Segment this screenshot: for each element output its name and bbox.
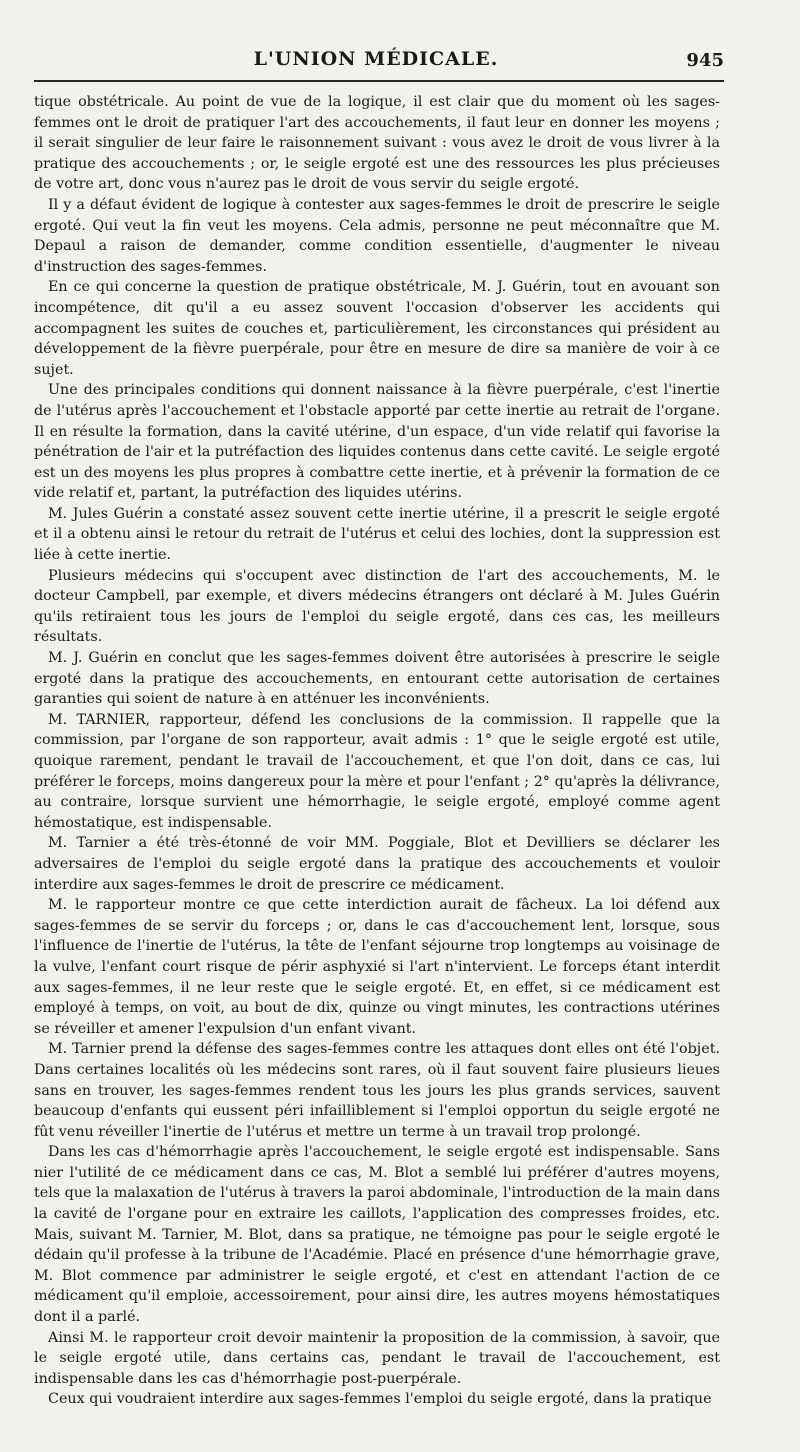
paragraph: M. Tarnier prend la défense des sages-femmes contre les attaques dont elles ont été l'objet. Dans certaines localités où les médecins sont rares, où il faut souvent faire plusieurs lieues sans en trouver, les sages-femmes rendent tous les jours les plus grands services, sauvent beaucoup d'enfants qui eussent péri infailliblement si l'emploi opportun du seigle ergoté ne fût venu réveiller l'inertie de l'utérus et mettre un terme à un travail trop prolongé. [34,1041,720,1140]
body-text [34,92,720,1410]
header-rule [34,80,724,82]
paragraph: M. TARNIER, rapporteur, défend les conclusions de la commission. Il rappelle que la commission, par l'organe de son rapporteur, avait admis : 1° que le seigle ergoté est utile, quoique rarement, pendant le travail de l'accouchement, et que l'on doit, dans ce cas, lui préférer le forceps, moins dangereux pour la mère et pour l'enfant ; 2° qu'après la délivrance, au contraire, lorsque survient une hémorrhagie, le seigle ergoté, employé comme agent hémostatique, est indispensable. [34,711,720,831]
paragraph: Une des principales conditions qui donnent naissance à la fièvre puerpérale, c'est l'inertie de l'utérus après l'accouchement et l'obstacle apporté par cette inertie au retrait de l'organe. Il en résulte la formation, dans la cavité utérine, d'un espace, d'un vide relatif qui favorise la pénétration de l'air et la putréfaction des liquides contenus dans cette cavité. Le seigle ergoté est un des moyens les plus propres à combattre cette inertie, et à prévenir la formation de ce vide relatif et, partant, la putréfaction des liquides utérins. [34,382,720,502]
paragraph: M. J. Guérin en conclut que les sages-femmes doivent être autorisées à prescrire le seigle ergoté dans la pratique des accouchements, en entourant cette autorisation de certaines garanties qui soient de nature à en atténuer les inconvénients. [34,650,720,708]
paragraph: En ce qui concerne la question de pratique obstétricale, M. J. Guérin, tout en avouant son incompétence, dit qu'il a eu assez souvent l'occasion d'observer les accidents qui accompagnent les suites de couches et, particulièrement, les circonstances qui président au développement de la fièvre puerpérale, pour être en mesure de dire sa manière de voir à ce sujet. [34,279,720,378]
page-header [34,48,724,78]
paragraph: Ceux qui voudraient interdire aux sages-femmes l'emploi du seigle ergoté, dans la pratique [48,1391,712,1408]
page-number: 945 [686,50,724,71]
paragraph: Plusieurs médecins qui s'occupent avec distinction de l'art des accouchements, M. le docteur Campbell, par exemple, et divers médecins étrangers ont déclaré à M. Jules Guérin qu'ils retiraient tous les jours de l'emploi du seigle ergoté, dans ces cas, les meilleurs résultats. [34,567,720,646]
paragraph: Il y a défaut évident de logique à contester aux sages-femmes le droit de prescrire le seigle ergoté. Qui veut la fin veut les moyens. Cela admis, personne ne peut méconnaître que M. Depaul a raison de demander, comme condition essentielle, d'augmenter le niveau d'instruction des sages-femmes. [34,196,720,275]
paragraph: M. Jules Guérin a constaté assez souvent cette inertie utérine, il a prescrit le seigle ergoté et il a obtenu ainsi le retour du retrait de l'utérus et celui des lochies, dont la suppression est liée à cette inertie. [34,505,720,564]
paragraph: M. Tarnier a été très-étonné de voir MM. Poggiale, Blot et Devilliers se déclarer les adversaires de l'emploi du seigle ergoté dans la pratique des accouchements et vouloir interdire aux sages-femmes le droit de prescrire ce médicament. [34,835,720,893]
paragraph: M. le rapporteur montre ce que cette interdiction aurait de fâcheux. La loi défend aux sages-femmes de se servir du forceps ; or, dans le cas d'accouchement lent, lorsque, sous l'influence de l'inertie de l'utérus, la tête de l'enfant séjourne trop longtemps au voisinage de la vulve, l'enfant court risque de périr asphyxié si l'art n'intervient. Le forceps étant interdit aux sages-femmes, il ne leur reste que le seigle ergoté. Et, en effet, si ce médicament est employé à temps, on voit, au bout de dix, quinze ou vingt minutes, les contractions utérines se réveiller et amener l'expulsion d'un enfant vivant. [34,897,720,1037]
paragraph: tique obstétricale. Au point de vue de la logique, il est clair que du moment où les sages-femmes ont le droit de pratiquer l'art des accouchements, il faut leur en donner les moyens ; il serait singulier de leur faire le raisonnement suivant : vous avez le droit de vous livrer à la pratique des accouchements ; or, le seigle ergoté est une des ressources les plus précieuses de votre art, donc vous n'aurez pas le droit de vous servir du seigle ergoté. [34,94,720,193]
paragraph: Dans les cas d'hémorrhagie après l'accouchement, le seigle ergoté est indispensable. Sans nier l'utilité de ce médicament dans ce cas, M. Blot a semblé lui préférer d'autres moyens, tels que la malaxation de l'utérus à travers la paroi abdominale, l'introduction de la main dans la cavité de l'organe pour en extraire les caillots, l'application des compresses froides, etc. Mais, suivant M. Tarnier, M. Blot, dans sa pratique, ne témoigne pas pour le seigle ergoté le dédain qu'il professe à la tribune de l'Académie. Placé en présence d'une hémorrhagie grave, M. Blot commence par administrer le seigle ergoté, et c'est en attendant l'action de ce médicament qu'il emploie, accessoirement, pour ainsi dire, les autres moyens hémostatiques dont il a parlé. [34,1144,720,1326]
running-title: L'UNION MÉDICALE. [253,48,499,70]
paragraph: Ainsi M. le rapporteur croit devoir maintenir la proposition de la commission, à savoir, que le seigle ergoté utile, dans certains cas, pendant le travail de l'accouchement, est indispensable dans les cas d'hémorrhagie post-puerpérale. [34,1329,720,1387]
